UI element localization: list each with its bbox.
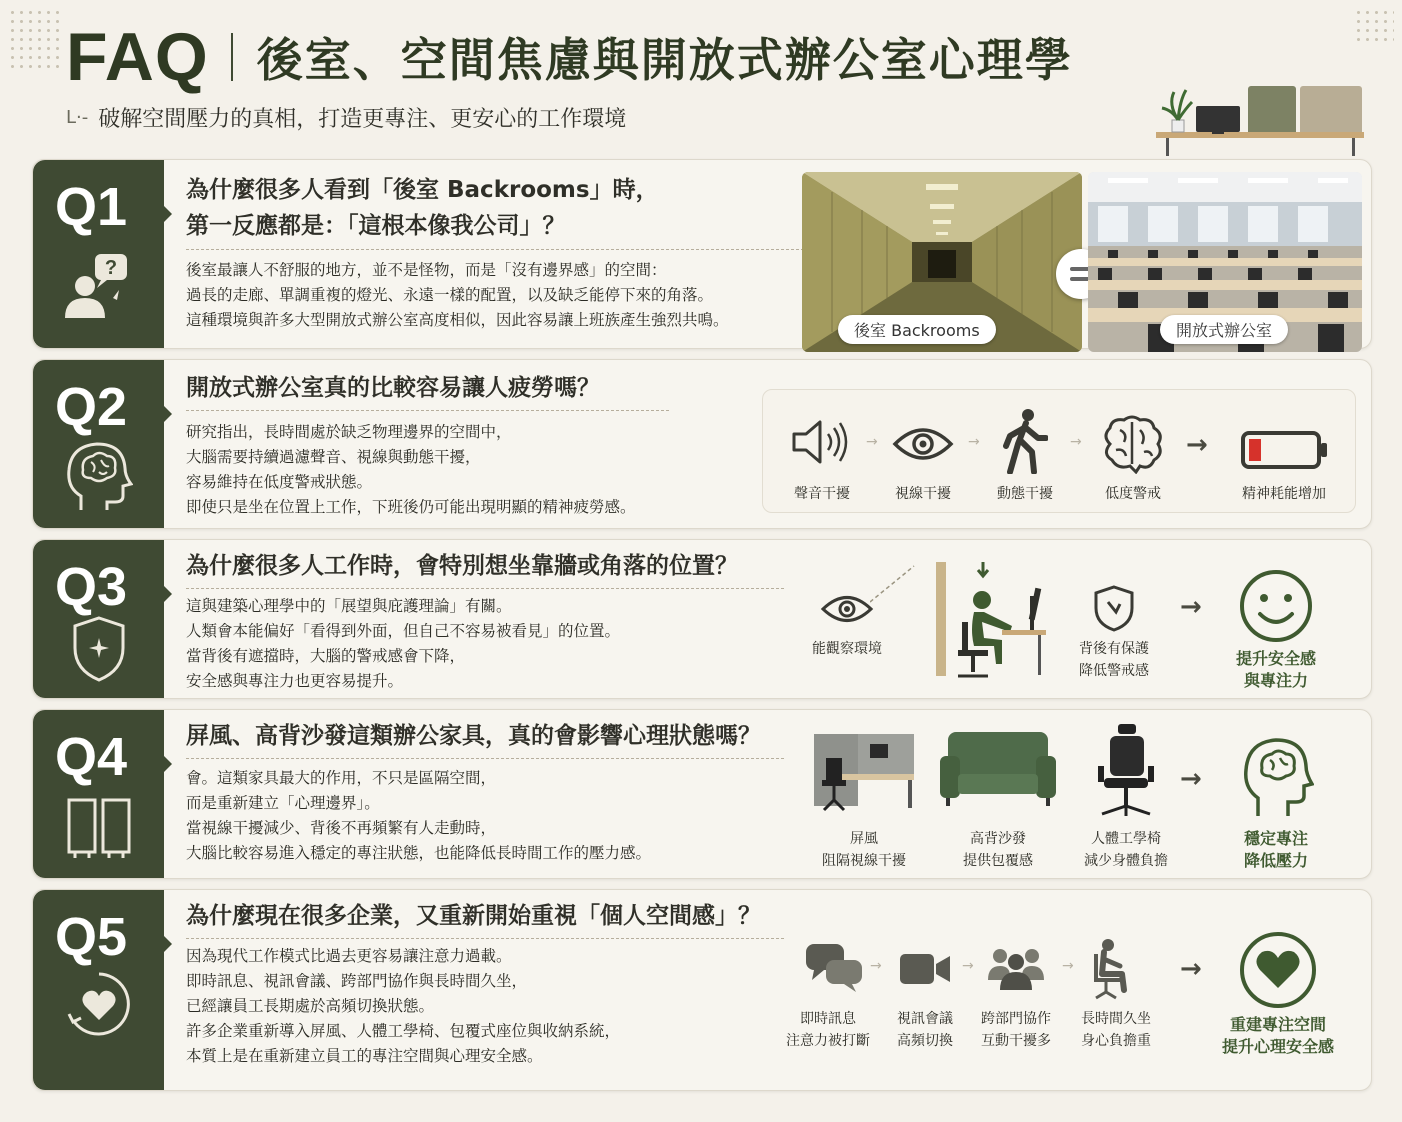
brain-icon	[1100, 414, 1166, 474]
faq-card-q5	[32, 889, 1372, 1091]
q3-title-underline	[186, 588, 786, 589]
q1-body	[186, 258, 729, 333]
q1-title-line-2: 第一反應都是：「這根本像我公司」？	[186, 213, 566, 239]
decorative-dots-right	[1354, 8, 1394, 44]
q2-body-line: 容易維持在低度警戒狀態。	[186, 473, 373, 491]
ergonomic-chair-icon	[1094, 722, 1158, 820]
speaker-icon	[790, 418, 852, 466]
q4-number: Q4	[55, 727, 128, 787]
q1-body-line: 過長的走廊、單調重複的燈光、永遠一樣的配置，以及缺乏能停下來的角落。	[186, 286, 714, 304]
q3-result-line: 提升安全感	[1235, 649, 1316, 668]
q2-label-sound: 聲音干擾	[794, 486, 850, 502]
q3-body-line: 人類會本能偏好「看得到外面，但自己不容易被看見」的位置。	[186, 622, 621, 640]
sitting-person-icon	[1092, 938, 1136, 1000]
q4-body	[186, 766, 651, 866]
q5-messages-line: 注意力被打斷	[786, 1033, 870, 1049]
q2-body-line: 大腦需要持續過濾聲音、視線與動態干擾，	[186, 448, 481, 466]
q2-body-line: 研究指出，長時間處於缺乏物理邊界的空間中，	[186, 423, 512, 441]
q5-number: Q5	[55, 907, 128, 967]
page-subtitle	[66, 102, 626, 133]
arrow-right-icon: →	[1180, 954, 1202, 984]
q1-body-line: 後室最讓人不舒服的地方，並不是怪物，而是「沒有邊界感」的空間：	[186, 261, 667, 279]
q3-title: 為什麼很多人工作時，會特別想坐靠牆或角落的位置？	[186, 553, 738, 579]
small-arrow-icon: →	[968, 434, 980, 450]
q2-label-sight: 視線干擾	[895, 486, 951, 502]
head-brain-icon	[1240, 734, 1314, 818]
q4-chair-line: 人體工學椅	[1091, 831, 1161, 847]
small-arrow-icon: →	[870, 958, 882, 974]
q4-sidebar	[33, 710, 164, 878]
q2-body	[186, 420, 636, 520]
walking-person-icon	[1002, 408, 1048, 474]
q2-label-motion: 動態干擾	[997, 486, 1053, 502]
subtitle-mark: ᒪ·-	[66, 107, 89, 128]
q4-label-chair	[1068, 828, 1184, 872]
q5-collaboration-line: 跨部門協作	[981, 1011, 1051, 1027]
high-back-sofa-icon	[938, 730, 1058, 808]
smiley-face-icon	[1238, 568, 1314, 644]
eye-icon	[820, 592, 874, 626]
q3-label-protection	[1066, 638, 1162, 682]
page-title: 後室、空間焦慮與開放式辦公室心理學	[256, 33, 1073, 87]
q5-result-line: 提升心理安全感	[1221, 1037, 1334, 1056]
q1-title-underline	[186, 249, 806, 250]
office-desk-illustration	[1152, 82, 1368, 158]
q3-body	[186, 594, 620, 694]
q4-sofa-line: 高背沙發	[970, 831, 1026, 847]
q3-result-line: 與專注力	[1243, 671, 1308, 690]
q3-number: Q3	[55, 557, 128, 617]
q2-title: 開放式辦公室真的比較容易讓人疲勞嗎？	[186, 375, 600, 401]
eye-icon	[892, 424, 954, 464]
q1-body-line: 這種環境與許多大型開放式辦公室高度相似，因此容易讓上班族產生強烈共鳴。	[186, 311, 729, 329]
q3-result	[1216, 648, 1336, 692]
q3-protection-line: 降低警戒感	[1079, 663, 1149, 679]
q3-protection-line: 背後有保護	[1079, 641, 1149, 657]
svg-text:?: ?	[104, 257, 118, 279]
person-question-icon	[61, 252, 133, 324]
q4-label-sofa	[942, 828, 1054, 872]
q5-title: 為什麼現在很多企業，又重新開始重視「個人空間感」？	[186, 903, 761, 929]
head-brain-icon	[61, 438, 133, 514]
q5-body-line: 本質上是在重新建立員工的專注空間與心理安全感。	[186, 1047, 543, 1065]
shield-icon	[71, 614, 127, 684]
person-at-desk-by-wall-illustration	[870, 560, 1050, 682]
shield-check-icon	[1092, 584, 1136, 632]
q5-result-line: 重建專注空間	[1229, 1015, 1326, 1034]
q4-body-line: 當視線干擾減少、背後不再頻繁有人走動時，	[186, 819, 497, 837]
page-header	[66, 18, 1073, 96]
small-arrow-icon: →	[1070, 434, 1082, 450]
low-battery-icon	[1240, 430, 1330, 470]
decorative-dots-left	[8, 8, 64, 68]
heart-cycle-icon	[65, 970, 133, 1038]
q4-sofa-line: 提供包覆感	[963, 853, 1033, 869]
q4-result-line: 降低壓力	[1243, 851, 1308, 870]
q5-sitting-line: 身心負擔重	[1081, 1033, 1151, 1049]
chat-bubbles-icon	[804, 942, 864, 992]
q3-sidebar	[33, 540, 164, 698]
partition-panels-icon	[65, 794, 133, 860]
q5-body-line: 即時訊息、視訊會議、跨部門協作與長時間久坐，	[186, 972, 528, 990]
q1-title	[186, 172, 659, 244]
small-arrow-icon: →	[1062, 958, 1074, 974]
q2-number: Q2	[55, 377, 128, 437]
q5-label-messages	[778, 1008, 878, 1052]
q5-sitting-line: 長時間久坐	[1081, 1011, 1151, 1027]
cubicle-partition-icon	[812, 730, 916, 816]
q5-label-sitting	[1068, 1008, 1164, 1052]
q4-partition-line: 屏風	[850, 831, 878, 847]
q2-label-fatigue: 精神耗能增加	[1242, 486, 1326, 502]
q4-result	[1224, 828, 1328, 872]
q5-body-line: 因為現代工作模式比過去更容易讓注意力過載。	[186, 947, 512, 965]
q4-body-line: 而是重新建立「心理邊界」。	[186, 794, 380, 812]
q5-body	[186, 944, 620, 1069]
q4-chair-line: 減少身體負擔	[1084, 853, 1168, 869]
q1-number: Q1	[55, 177, 128, 237]
backrooms-caption: 後室 Backrooms	[838, 315, 996, 344]
faq-label: FAQ	[66, 19, 209, 95]
q2-title-underline	[186, 410, 670, 411]
q4-body-line: 會。這類家具最大的作用，不只是區隔空間，	[186, 769, 497, 787]
q2-sidebar	[33, 360, 164, 528]
open-office-photo	[1088, 172, 1362, 352]
q3-body-line: 這與建築心理學中的「展望與庇護理論」有關。	[186, 597, 512, 615]
q4-label-partition	[806, 828, 922, 872]
heart-circle-icon	[1238, 930, 1318, 1010]
video-camera-icon	[898, 950, 952, 988]
q2-label-alert: 低度警戒	[1105, 486, 1161, 502]
q5-label-collaboration	[970, 1008, 1062, 1052]
q3-body-line: 安全感與專注力也更容易提升。	[186, 672, 404, 690]
q5-label-video	[880, 1008, 970, 1052]
q4-result-line: 穩定專注	[1243, 829, 1308, 848]
subtitle-text: 破解空間壓力的真相，打造更專注、更安心的工作環境	[98, 107, 627, 132]
q3-body-line: 當背後有遮擋時，大腦的警戒感會下降，	[186, 647, 466, 665]
backrooms-photo	[802, 172, 1082, 352]
arrow-right-icon: →	[1180, 592, 1202, 622]
q5-messages-line: 即時訊息	[800, 1011, 856, 1027]
q5-title-underline	[186, 938, 786, 939]
q2-body-line: 即使只是坐在位置上工作，下班後仍可能出現明顯的精神疲勞感。	[186, 498, 636, 516]
q5-collaboration-line: 互動干擾多	[981, 1033, 1051, 1049]
q4-title: 屏風、高背沙發這類辦公家具，真的會影響心理狀態嗎？	[186, 723, 761, 749]
q5-video-line: 視訊會議	[897, 1011, 953, 1027]
small-arrow-icon: →	[866, 434, 878, 450]
q3-label-observe: 能觀察環境	[812, 641, 882, 657]
faq-card-q3	[32, 539, 1372, 699]
q1-sidebar	[33, 160, 164, 348]
q5-body-line: 已經讓員工長期處於高頻切換狀態。	[186, 997, 435, 1015]
small-arrow-icon: →	[962, 958, 974, 974]
q5-body-line: 許多企業重新導入屏風、人體工學椅、包覆式座位與收納系統，	[186, 1022, 621, 1040]
q4-title-underline	[186, 758, 786, 759]
q4-body-line: 大腦比較容易進入穩定的專注狀態，也能降低長時間工作的壓力感。	[186, 844, 652, 862]
q1-title-line-1: 為什麼很多人看到「後室 Backrooms」時，	[186, 177, 659, 203]
header-divider	[231, 33, 233, 81]
arrow-right-icon: →	[1180, 764, 1202, 794]
q5-video-line: 高頻切換	[897, 1033, 953, 1049]
group-people-icon	[988, 944, 1044, 990]
open-office-caption: 開放式辦公室	[1160, 315, 1288, 344]
q5-result	[1200, 1014, 1356, 1058]
q4-partition-line: 阻隔視線干擾	[822, 853, 906, 869]
arrow-right-icon: →	[1186, 430, 1208, 460]
q5-sidebar	[33, 890, 164, 1090]
